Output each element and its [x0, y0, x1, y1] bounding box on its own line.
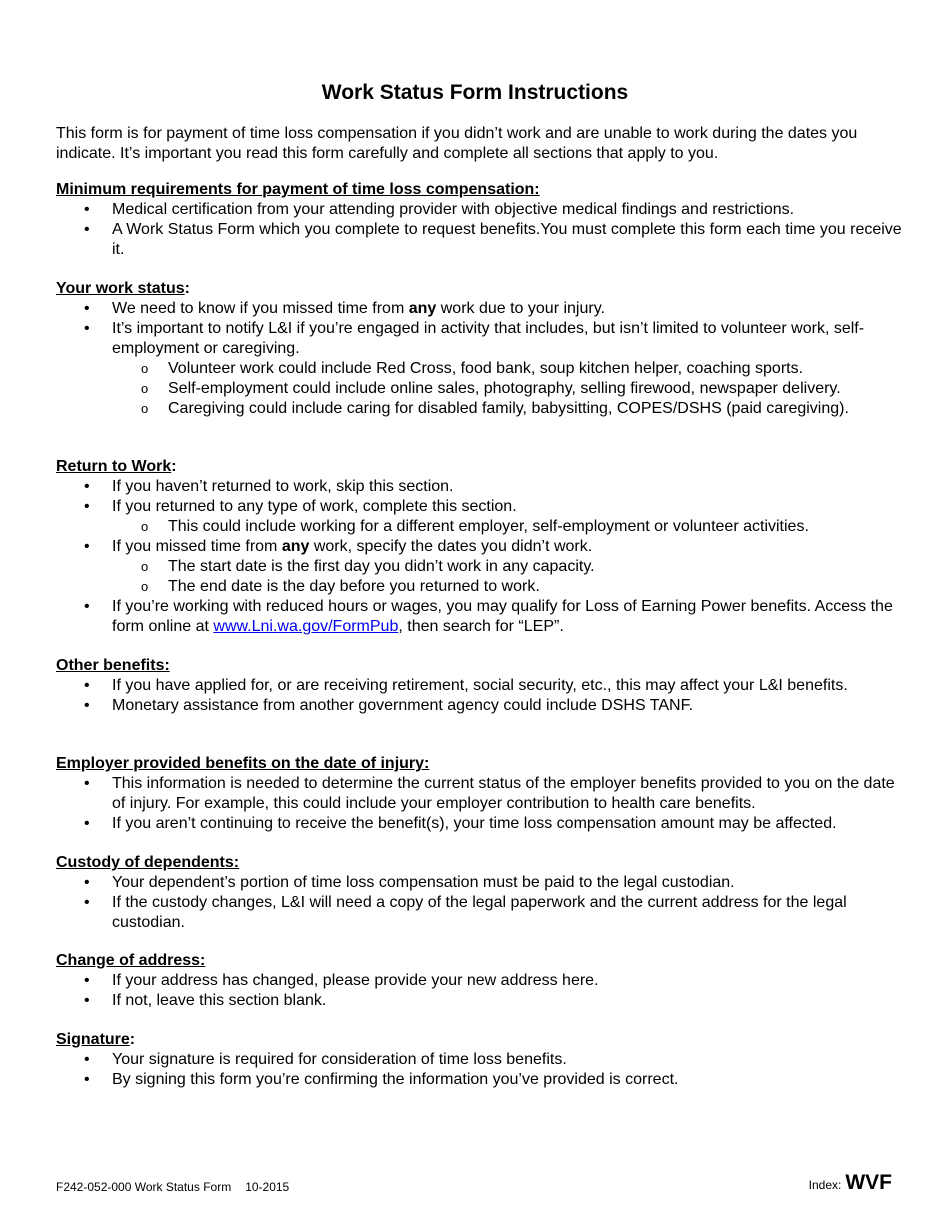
list-item: • Monetary assistance from another government agency could include DSHS TANF.: [56, 696, 906, 716]
section-heading: Custody of dependents:: [56, 854, 240, 871]
sub-list-item: o Volunteer work could include Red Cross, food bank, soup kitchen helper, coaching sports.: [56, 359, 906, 379]
footer-form-info: [56, 1180, 289, 1194]
section-custody: [56, 853, 906, 933]
section-heading: Signature: [56, 1031, 130, 1048]
section-heading: Return to Work: [56, 458, 172, 475]
list-item: • If you haven’t returned to work, skip this section.: [56, 477, 906, 497]
sub-list-item: o Caregiving could include caring for disabled family, babysitting, COPES/DSHS (paid caregiving).: [56, 399, 906, 419]
sub-list-item: o Self-employment could include online sales, photography, selling firewood, newspaper delivery.: [56, 379, 906, 399]
list-item: • If not, leave this section blank.: [56, 991, 906, 1011]
list-item: • If you returned to any type of work, complete this section.: [56, 497, 906, 517]
list-item: • Your signature is required for consideration of time loss benefits.: [56, 1050, 906, 1070]
formpub-link[interactable]: www.Lni.wa.gov/FormPub: [213, 618, 399, 635]
section-change-of-address: [56, 951, 906, 1011]
list-item: • If you have applied for, or are receiving retirement, social security, etc., this may affect your L&I benefits.: [56, 676, 906, 696]
section-heading: Minimum requirements for payment of time loss compensation:: [56, 181, 540, 198]
sub-list-item: o The end date is the day before you returned to work.: [56, 577, 906, 597]
list-item: • If your address has changed, please provide your new address here.: [56, 971, 906, 991]
section-other-benefits: [56, 656, 906, 716]
index-code: WVF: [845, 1171, 892, 1194]
section-employer-benefits: [56, 754, 906, 834]
list-item: • Medical certification from your attending provider with objective medical findings and restrictions.: [56, 200, 906, 220]
section-return-to-work: Return to Work: • If you haven’t returned to work, skip this section. • If you returned to any type of work, complete this section. o This could include working for a different employer, self-employment or volunteer activities. • If you missed time from any work, specify the dates you didn’t work. o The start date is the first day you didn’t work in any capacity. o The end date is the day before you returned to work. • If you’re working with reduced hours or wages, you may qualify for Loss of Earning Power benefits. Access the form online at www.Lni.wa.gov/FormPub, then search for “LEP”.: [56, 457, 906, 637]
section-heading: Other benefits:: [56, 657, 170, 674]
intro-paragraph: This form is for payment of time loss compensation if you didn’t work and are unable to work during the dates you indicate. It’s important you read this form carefully and complete all sections that apply to you.: [56, 125, 858, 162]
sub-list-item: o This could include working for a different employer, self-employment or volunteer activities.: [56, 517, 906, 537]
list-item: • Your dependent’s portion of time loss compensation must be paid to the legal custodian.: [56, 873, 906, 893]
list-item: • We need to know if you missed time from any work due to your injury.: [56, 299, 906, 319]
list-item: • By signing this form you’re confirming the information you’ve provided is correct.: [56, 1070, 906, 1090]
section-minimum-requirements: [56, 180, 906, 260]
list-item: • If you missed time from any work, specify the dates you didn’t work.: [56, 537, 906, 557]
section-work-status: Your work status: • We need to know if you missed time from any work due to your injury. • It’s important to notify L&I if you’re engaged in activity that includes, but isn’t limited to volunteer work, self-employment or caregiving. o Volunteer work could include Red Cross, food bank, soup kitchen helper, coaching sports. o Self-employment could include online sales, photography, selling firewood, newspaper delivery. o Caregiving could include caring for disabled family, babysitting, COPES/DSHS (paid caregiving).: [56, 279, 906, 419]
section-heading: Your work status: [56, 280, 185, 297]
list-item: • If you’re working with reduced hours or wages, you may qualify for Loss of Earning Power benefits. Access the form online at www.Lni.wa.gov/FormPub, then search for “LEP”.: [56, 597, 906, 637]
list-item: • It’s important to notify L&I if you’re engaged in activity that includes, but isn’t limited to volunteer work, self-employment or caregiving.: [56, 319, 906, 359]
list-item: • A Work Status Form which you complete to request benefits.You must complete this form each time you receive it.: [56, 220, 906, 260]
list-item: • This information is needed to determine the current status of the employer benefits provided to you on the date of injury. For example, this could include your employer contribution to health care benefits.: [56, 774, 906, 814]
form-number: F242-052-000 Work Status Form: [56, 1180, 232, 1194]
section-signature: Signature: • Your signature is required for consideration of time loss benefits. • By signing this form you’re confirming the information you’ve provided is correct.: [56, 1030, 906, 1090]
form-date: 10-2015: [245, 1180, 290, 1194]
list-item: • If the custody changes, L&I will need a copy of the legal paperwork and the current address for the legal custodian.: [56, 893, 906, 933]
section-heading: Employer provided benefits on the date of injury:: [56, 755, 430, 772]
footer-index: [809, 1170, 892, 1198]
section-heading: Change of address:: [56, 952, 206, 969]
page-title: Work Status Form Instructions: [321, 81, 629, 104]
index-label: Index:: [808, 1178, 842, 1192]
sub-list-item: o The start date is the first day you didn’t work in any capacity.: [56, 557, 906, 577]
list-item: • If you aren’t continuing to receive the benefit(s), your time loss compensation amount may be affected.: [56, 814, 906, 834]
